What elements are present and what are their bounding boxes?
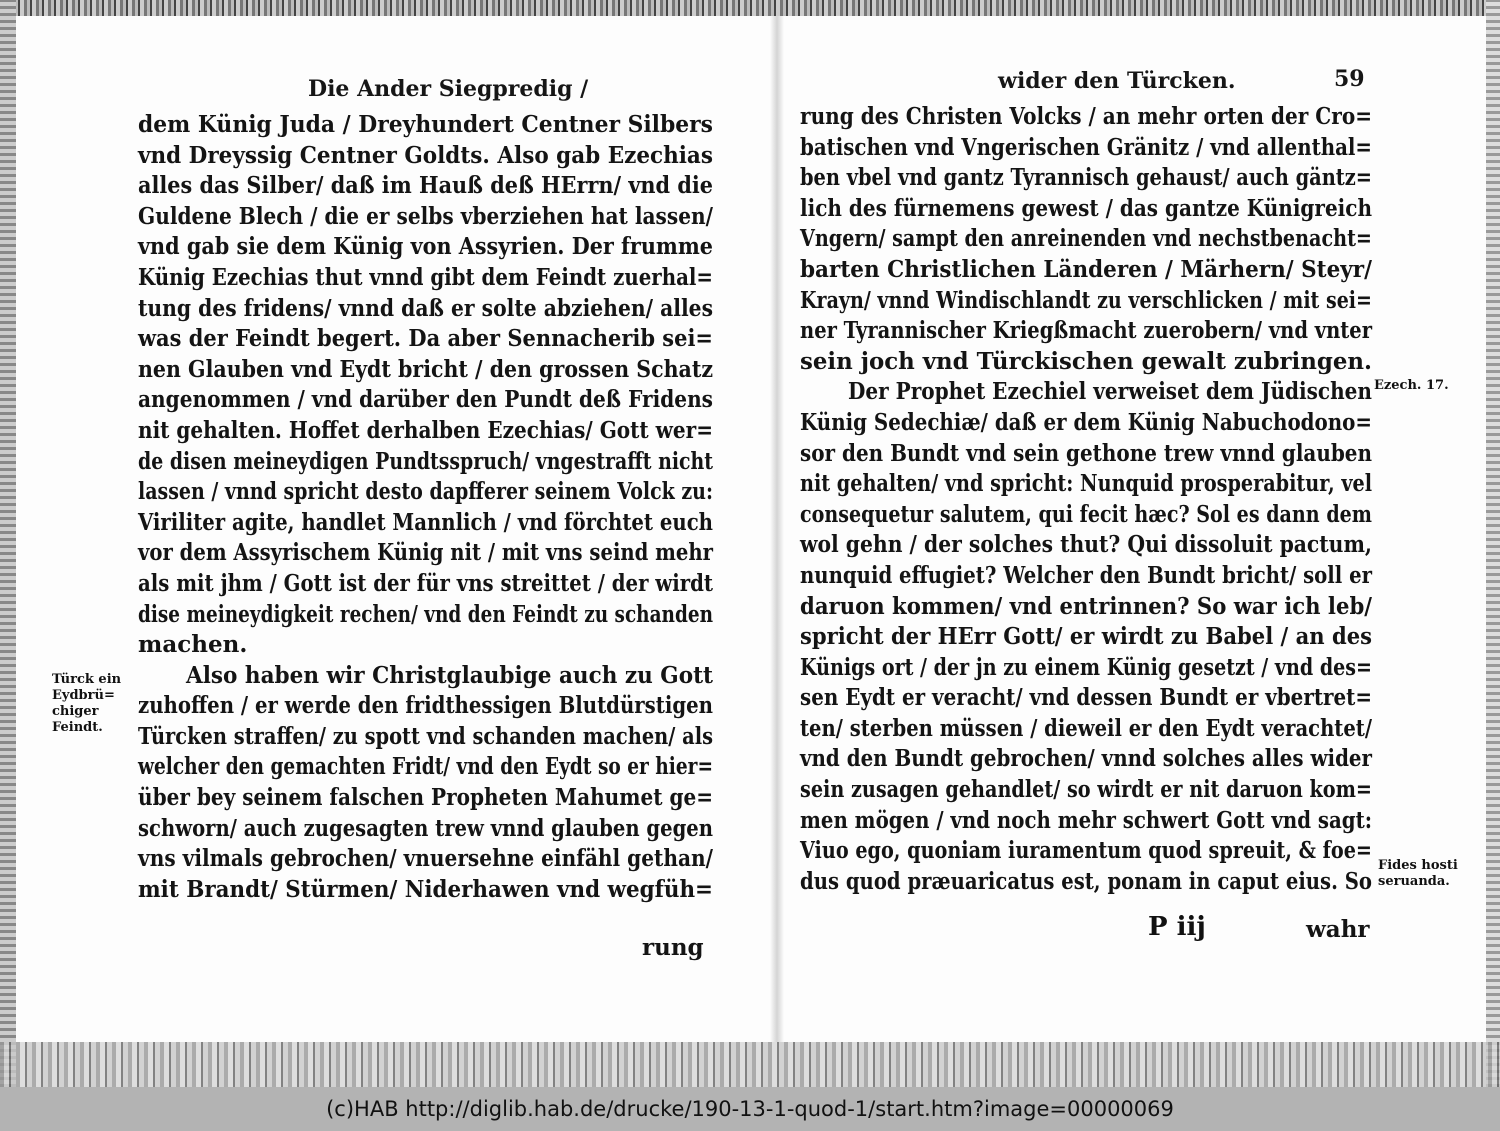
text-line: batischen vnd Vngerischen Gränitz / vnd allenthal=: [800, 133, 1372, 161]
text-line: consequetur salutem, qui fecit hæc? Sol es dann dem: [800, 500, 1372, 528]
text-line: Türcken straffen/ zu spott vnd schanden machen/ als: [138, 722, 713, 750]
text-line: als mit jhm / Gott ist der für vns streittet / der wirdt: [138, 569, 713, 597]
text-line: vnd gab sie dem Künig von Assyrien. Der frumme: [138, 233, 713, 261]
text-line: sein joch vnd Türckischen gewalt zubringen.: [800, 347, 1372, 375]
footer-copyright: (c)HAB http://diglib.hab.de/drucke/190-13-1-quod-1/start.htm?image=00000069: [0, 1087, 1500, 1131]
text-line: daruon kommen/ vnd entrinnen? So war ich leb/: [800, 592, 1372, 620]
text-line: angenommen / vnd darüber den Pundt deß Fridens: [138, 386, 713, 414]
scan-edge-bottom: [0, 1042, 1500, 1087]
text-line: dem Künig Juda / Dreyhundert Centner Silbers: [138, 111, 713, 138]
text-line: nen Glauben vnd Eydt bricht / den grossen Schatz: [138, 355, 713, 383]
text-line: Viuo ego, quoniam iuramentum quod spreuit, & foe=: [800, 837, 1372, 865]
text-line: Krayn/ vnnd Windischlandt zu verschlicken / mit sei=: [800, 286, 1372, 314]
text-line: vor dem Assyrischem Künig nit / mit vns seind mehr: [138, 539, 713, 567]
text-line: tung des fridens/ vnnd daß er solte abziehen/ alles: [138, 294, 713, 322]
right-margin-note-fides: [1378, 858, 1458, 890]
margin-note-line: Feindt.: [52, 720, 103, 735]
text-line: mit Brandt/ Stürmen/ Niderhawen vnd wegfüh=: [138, 875, 713, 903]
text-line: ten/ sterben müssen / dieweil er den Eydt verachtet/: [800, 714, 1372, 742]
text-line: schworn/ auch zugesagten trew vnnd glauben gegen: [138, 814, 713, 842]
text-line: ner Tyrannischer Kriegßmacht zuerobern/ vnd vnter: [800, 317, 1372, 345]
text-line: machen.: [138, 631, 248, 659]
right-running-head: wider den Türcken.: [998, 68, 1236, 94]
text-line: lassen / vnnd spricht desto dapfferer seinem Volck zu:: [138, 478, 713, 506]
text-line: vnd den Bundt gebrochen/ vnnd solches alles wider: [800, 745, 1372, 773]
scan-edge-left: [0, 0, 16, 1087]
left-margin-note: [52, 672, 121, 736]
right-margin-note-ezech: Ezech. 17.: [1374, 378, 1449, 393]
text-line: men mögen / vnd noch mehr schwert Gott vnd sagt:: [800, 806, 1372, 834]
text-line: über bey seinem falschen Propheten Mahumet ge=: [138, 784, 713, 812]
left-body-text: [138, 110, 855, 905]
right-catchword: wahr: [1306, 916, 1370, 943]
text-line: Künig Sedechiæ/ daß er dem Künig Nabuchodono=: [800, 408, 1372, 436]
margin-note-line: seruanda.: [1378, 874, 1450, 889]
text-line: nunquid effugiet? Welcher den Bundt bricht/ soll er: [800, 561, 1372, 589]
text-line: sein zusagen gehandlet/ so wirdt er nit daruon kom=: [800, 776, 1372, 804]
text-line: spricht der HErr Gott/ er wirdt zu Babel / an des: [800, 623, 1372, 651]
text-line: sen Eydt er veracht/ vnd dessen Bundt er vbertret=: [800, 684, 1372, 712]
signature-mark: P iij: [1148, 912, 1206, 942]
text-line: vns vilmals gebrochen/ vnuersehne einfähl gethan/: [138, 845, 713, 873]
text-line: Künigs ort / der jn zu einem Künig gesetzt / vnd des=: [800, 653, 1372, 681]
text-line: welcher den gemachten Fridt/ vnd den Eydt so er hier=: [138, 753, 713, 781]
right-body-text: [800, 102, 1491, 897]
margin-note-line: chiger: [52, 704, 99, 719]
text-line: barten Christlichen Länderen / Märhern/ Steyr/: [800, 255, 1372, 283]
text-line: dus quod præuaricatus est, ponam in caput eius. So: [800, 867, 1372, 895]
left-catchword: rung: [642, 934, 704, 961]
text-line: was der Feindt begert. Da aber Sennacherib sei=: [138, 325, 713, 353]
text-line: sor den Bundt vnd sein gethone trew vnnd glauben: [800, 439, 1372, 467]
text-line: vnd Dreyssig Centner Goldts. Also gab Ezechias: [138, 141, 713, 169]
text-line: dise meineydigkeit rechen/ vnd den Feindt zu schanden: [138, 600, 713, 628]
text-line: Künig Ezechias thut vnnd gibt dem Feindt zuerhal=: [138, 263, 713, 291]
margin-note-line: Türck ein: [52, 672, 122, 687]
text-line: zuhoffen / er werde den fridthessigen Blutdürstigen: [138, 692, 713, 720]
margin-note-line: Fides hosti: [1378, 858, 1458, 873]
text-line: Der Prophet Ezechiel verweiset dem Jüdischen: [848, 378, 1372, 406]
margin-note-line: Eydbrü=: [52, 688, 115, 703]
text-line: rung des Christen Volcks / an mehr orten der Cro=: [800, 103, 1372, 130]
scan-edge-top: [0, 0, 1500, 16]
text-line: nit gehalten. Hoffet derhalben Ezechias/ Gott wer=: [138, 416, 713, 444]
left-running-head: Die Ander Siegpredig /: [308, 76, 589, 102]
text-line: alles das Silber/ daß im Hauß deß HErrn/ vnd die: [138, 172, 713, 200]
text-line: Vngern/ sampt den anreinenden vnd nechstbenacht=: [800, 225, 1372, 253]
text-line: Also haben wir Christglaubige auch zu Gott: [186, 661, 713, 689]
text-line: nit gehalten/ vnd spricht: Nunquid prosperabitur, vel: [800, 470, 1372, 498]
text-line: lich des fürnemens gewest / das gantze Künigreich: [800, 194, 1372, 222]
text-line: Viriliter agite, handlet Mannlich / vnd förchtet euch: [138, 508, 713, 536]
page-number: 59: [1334, 66, 1365, 92]
text-line: de disen meineydigen Pundtsspruch/ vngestrafft nicht: [138, 447, 713, 475]
text-line: ben vbel vnd gantz Tyrannisch gehaust/ auch gäntz=: [800, 164, 1372, 192]
text-line: Guldene Blech / die er selbs vberziehen hat lassen/: [138, 202, 713, 230]
text-line: wol gehn / der solches thut? Qui dissoluit pactum,: [800, 531, 1372, 559]
